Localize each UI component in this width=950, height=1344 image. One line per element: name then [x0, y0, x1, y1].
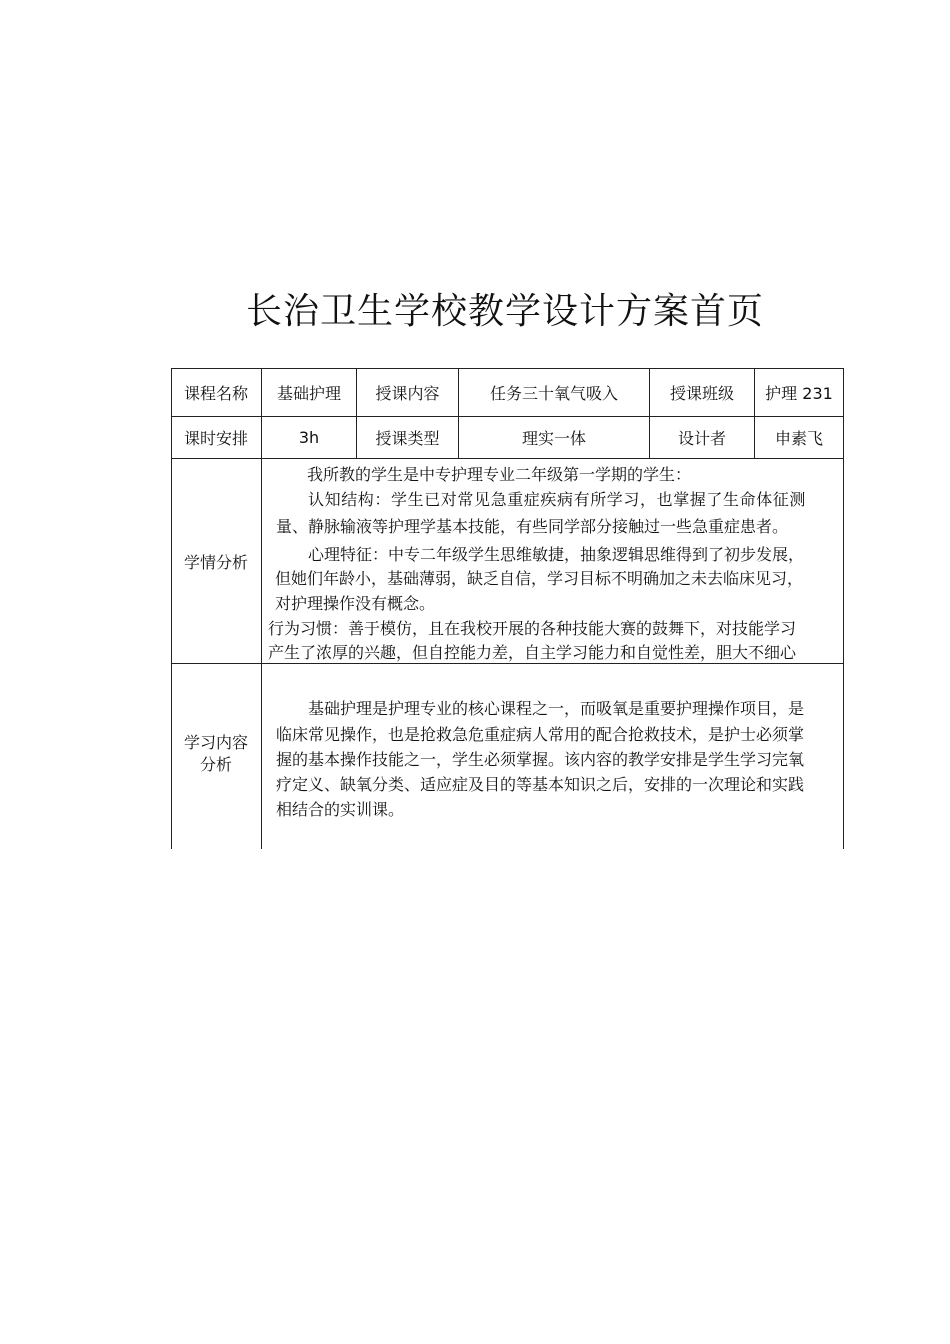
label-hours: 课时安排: [183, 429, 248, 448]
label-teaching-content: 授课内容: [375, 383, 440, 403]
label-student-analysis: 学情分析: [183, 552, 248, 572]
content-line: 临床常见操作，也是抢救急危重症病人常用的配合抢救技术，是护士必须掌: [276, 725, 805, 744]
analysis-line: 但她们年龄小，基础薄弱，缺乏自信，学习目标不明确加之未去临床见习，: [275, 569, 804, 588]
value-course-name: 基础护理: [276, 383, 341, 403]
value-teaching-content: 任务三十氧气吸入: [489, 383, 618, 403]
table-border-right: [843, 368, 844, 849]
content-line: 握的基本操作技能之一，学生必须掌握。该内容的教学安排是学生学习完氧: [276, 750, 805, 769]
analysis-line: 行为习惯：善于模仿，且在我校开展的各种技能大赛的鼓舞下，对技能学习: [268, 619, 797, 638]
content-line: 相结合的实训课。: [276, 800, 405, 819]
analysis-line: 对护理操作没有概念。: [275, 594, 436, 613]
value-teaching-type: 理实一体: [521, 429, 586, 448]
label-designer: 设计者: [677, 429, 726, 448]
label-teaching-type: 授课类型: [375, 429, 440, 448]
design-table: [171, 368, 844, 849]
analysis-line: 量、静脉输液等护理学基本技能，有些同学部分接触过一些急重症患者。: [276, 517, 789, 536]
label-class: 授课班级: [669, 383, 734, 403]
analysis-line: 认知结构：学生已对常见急重症疾病有所学习，也掌握了生命体征测: [308, 490, 807, 509]
row-divider: [171, 458, 844, 459]
page-title: 长治卫生学校教学设计方案首页: [245, 291, 764, 332]
label-content-analysis: [171, 729, 261, 779]
content-line: 基础护理是护理专业的核心课程之一，而吸氧是重要护理操作项目，是: [308, 699, 805, 718]
value-designer: 申素飞: [774, 429, 823, 448]
value-class: 护理 231: [765, 383, 833, 403]
label-content-analysis-line2: 分析: [199, 755, 232, 774]
analysis-line: 产生了浓厚的兴趣，但自控能力差，自主学习能力和自觉性差，胆大不细心: [268, 643, 797, 662]
content-line: 疗定义、缺氧分类、适应症及目的等基本知识之后，安排的一次理论和实践: [276, 775, 805, 794]
analysis-line: 我所教的学生是中专护理专业二年级第一学期的学生：: [307, 465, 692, 484]
label-course-name: 课程名称: [183, 383, 248, 403]
analysis-line: 心理特征：中专二年级学生思维敏捷，抽象逻辑思维得到了初步发展，: [308, 545, 805, 564]
label-content-analysis-line1: 学习内容: [183, 733, 248, 752]
value-hours: 3h: [298, 428, 320, 447]
